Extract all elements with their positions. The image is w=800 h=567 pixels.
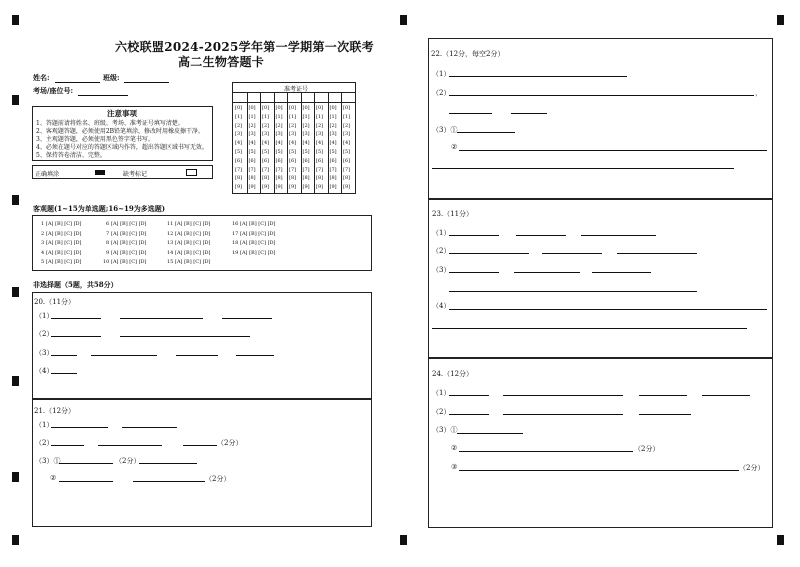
exam-id-digit[interactable]: [9] [248,184,256,191]
exam-id-digit[interactable]: [5] [302,149,310,155]
exam-id-digit[interactable]: [5] [329,149,337,155]
q21-blank[interactable] [183,445,217,446]
timing-mark [777,535,784,545]
exam-id-digit[interactable]: [9] [262,184,270,191]
timing-mark [12,472,19,482]
objective-question-number: 2 [41,230,45,237]
exam-id-digit[interactable]: [6] [289,157,297,164]
exam-id-column-divider [301,92,302,193]
absent-checkbox[interactable] [186,169,197,176]
q21-blank[interactable] [59,481,113,482]
q23-blank[interactable] [514,272,580,273]
objective-question-number: 6 [106,221,110,227]
fill-example-box [32,165,213,179]
q21-points: （2分） [217,439,243,447]
q20-part2: （2） [35,330,54,338]
q20-blank[interactable] [120,336,203,337]
exam-id-digit[interactable]: [6] [235,157,243,164]
exam-id-digit[interactable]: [3] [248,131,256,138]
q21-part3: （3）① [35,457,61,465]
q22-part2: （2） [432,89,451,97]
exam-id-digit[interactable]: [7] [329,166,337,173]
q20-blank[interactable] [51,355,77,356]
q24-sub3: ③ [451,463,458,471]
timing-mark [777,15,784,25]
exam-id-digit[interactable]: [8] [329,175,337,182]
q24-blank[interactable] [459,451,633,452]
exam-id-digit[interactable]: [2] [235,122,243,129]
q21-sub2: ② [50,474,57,482]
exam-id-digit[interactable]: [2] [329,122,337,129]
q23-blank[interactable] [449,235,499,236]
exam-id-digit[interactable]: [1] [248,113,256,120]
q24-blank[interactable] [457,433,523,434]
q21-blank[interactable] [59,463,113,464]
q23-part1: （1） [432,229,451,237]
timing-mark [12,195,19,205]
timing-mark [12,95,19,105]
q20-blank[interactable] [222,318,272,319]
q20-blank[interactable] [51,318,101,319]
name-label: 姓名: [33,73,50,82]
exam-id-digit[interactable]: [7] [343,166,351,173]
exam-id-digit[interactable]: [4] [302,140,310,147]
exam-id-digit[interactable]: [4] [262,140,270,147]
objective-question-number: 8 [106,240,110,246]
objective-options[interactable]: [A] [B] [C] [D] [175,221,211,227]
exam-id-digit[interactable]: [8] [248,175,256,182]
q22-blank[interactable] [449,95,754,96]
exam-id-digit[interactable]: [9] [343,184,351,191]
exam-id-digit[interactable]: [6] [316,157,324,164]
q23-blank[interactable] [449,272,499,273]
q24-blank[interactable] [503,414,623,415]
objective-options[interactable]: [A] [B] [C] [D] [175,259,211,265]
q22-title: 22.（12分，每空2分） [431,50,505,58]
exam-id-digit[interactable]: [7] [316,166,324,173]
q23-title: 23.（11分） [432,210,474,218]
exam-id-digit[interactable]: [7] [275,166,283,173]
objective-options[interactable]: [A] [B] [C] [D] [175,230,211,237]
exam-id-digit[interactable]: [7] [262,166,270,173]
filled-example-mark [95,170,105,175]
exam-id-digit[interactable]: [1] [343,113,351,120]
exam-id-digit[interactable]: [0] [235,105,243,111]
objective-options[interactable]: [A] [B] [C] [D] [46,240,82,246]
q24-box [428,358,773,528]
exam-id-column-divider [287,92,288,193]
notice-item: 2、客观题答题，必须使用2B铅笔填涂，修改时用橡皮擦干净。 [36,128,205,135]
q23-blank[interactable] [516,235,566,236]
q20-blank[interactable] [195,336,250,337]
exam-id-digit[interactable]: [6] [343,157,351,164]
exam-id-digit[interactable]: [6] [262,157,270,164]
q23-blank[interactable] [449,309,767,310]
class-label: 班级: [103,73,120,82]
exam-id-digit[interactable]: [4] [316,140,324,147]
timing-mark [12,376,19,386]
exam-id-digit[interactable]: [7] [248,166,256,173]
q23-blank[interactable] [449,253,529,254]
q21-blank[interactable] [122,427,177,428]
exam-id-digit[interactable]: [8] [343,175,351,182]
q20-part4: （4） [35,367,54,375]
q21-blank[interactable] [98,445,162,446]
exam-id-column-divider [314,92,315,193]
q20-blank[interactable] [51,336,101,337]
exam-id-digit[interactable]: [3] [329,131,337,138]
exam-id-digit[interactable]: [2] [343,122,351,129]
exam-id-digit[interactable]: [0] [329,105,337,111]
exam-id-digit[interactable]: [7] [302,166,310,173]
notice-item: 1、答题前请将姓名、班级、考场、准考证号填写清楚。 [36,120,184,127]
exam-id-digit[interactable]: [4] [235,140,243,147]
exam-id-digit[interactable]: [4] [248,140,256,147]
q22-sub2: ② [451,143,458,151]
page-title: 六校联盟2024-2025学年第一学期第一次联考 [115,40,374,54]
objective-options[interactable]: [A] [B] [C] [D] [46,249,82,256]
exam-id-column-divider [328,92,329,193]
exam-id-digit[interactable]: [1] [275,113,283,120]
exam-id-digit[interactable]: [3] [275,131,283,138]
notice-title: 注意事项 [107,109,137,118]
name-field[interactable] [55,82,100,83]
q23-box [428,199,773,358]
class-field[interactable] [124,82,169,83]
objective-question-number: 18 [232,240,239,246]
q20-box [32,292,372,399]
exam-id-digit[interactable]: [0] [289,105,297,111]
exam-id-digit[interactable]: [5] [289,149,297,155]
exam-id-digit[interactable]: [5] [316,149,324,155]
objective-question-number: 9 [106,249,110,256]
q23-blank[interactable] [592,272,651,273]
q22-part3: （3）① [432,126,458,134]
q24-title: 24.（12分） [432,370,474,378]
q22-blank[interactable] [459,150,767,151]
q22-blank[interactable] [449,76,627,77]
notice-item: 4、必须在题号对应的答题区域内作答，超出答题区域书写无效。 [36,144,208,151]
exam-id-digit[interactable]: [5] [262,149,270,155]
exam-id-digit[interactable]: [4] [329,140,337,147]
q24-blank[interactable] [449,395,489,396]
q22-blank[interactable] [432,168,734,169]
objective-options[interactable]: [A] [B] [C] [D] [240,249,276,256]
exam-id-digit[interactable]: [2] [302,122,310,129]
exam-id-column-divider [260,92,261,193]
page-subtitle: 高二生物答题卡 [178,55,265,69]
q20-blank[interactable] [236,355,274,356]
exam-id-digit[interactable]: [9] [329,184,337,191]
timing-mark [12,15,19,25]
exam-id-digit[interactable]: [8] [275,175,283,182]
objective-question-number: 16 [232,221,239,227]
q22-blank[interactable] [511,113,547,114]
objective-options[interactable]: [A] [B] [C] [D] [46,259,82,265]
exam-id-digit[interactable]: [2] [262,122,270,129]
q24-blank[interactable] [639,414,691,415]
objective-box [32,215,372,271]
notice-item: 5、保持答卷清洁、完整。 [36,152,106,159]
objective-options[interactable]: [A] [B] [C] [D] [240,221,276,227]
exam-id-digit[interactable]: [6] [302,157,310,164]
exam-id-label: 准考证号 [284,86,309,93]
exam-id-digit[interactable]: [5] [343,149,351,155]
q23-blank[interactable] [449,291,697,292]
notice-item: 3、主观题答题，必须使用黑色签字笔书写。 [36,136,154,143]
objective-options[interactable]: [A] [B] [C] [D] [175,249,211,256]
timing-mark [12,287,19,297]
q20-title: 20.（11分） [34,298,76,306]
subjective-heading: 非选择题（5题，共58分） [33,280,118,289]
q24-blank[interactable] [639,395,687,396]
exam-id-entry-rule [233,102,355,103]
q20-blank[interactable] [176,355,218,356]
q21-blank[interactable] [139,463,197,464]
exam-id-digit[interactable]: [1] [302,113,310,120]
objective-question-number: 3 [41,240,45,246]
exam-id-digit[interactable]: [1] [329,113,337,120]
exam-id-digit[interactable]: [1] [289,113,297,120]
exam-id-digit[interactable]: [0] [302,105,310,111]
objective-options[interactable]: [A] [B] [C] [D] [111,230,147,237]
exam-id-digit[interactable]: [8] [289,175,297,182]
exam-id-digit[interactable]: [8] [262,175,270,182]
exam-id-digit[interactable]: [4] [289,140,297,147]
exam-id-digit[interactable]: [2] [316,122,324,129]
exam-id-digit[interactable]: [6] [275,157,283,164]
room-field[interactable] [78,95,128,96]
exam-id-box [232,82,356,194]
objective-question-number: 11 [167,221,174,227]
q24-part2: （2） [432,408,451,416]
exam-id-digit[interactable]: [9] [275,184,283,191]
objective-options[interactable]: [A] [B] [C] [D] [111,240,147,246]
exam-id-digit[interactable]: [2] [275,122,283,129]
exam-id-digit[interactable]: [8] [316,175,324,182]
objective-question-number: 10 [103,259,110,265]
q21-part1: （1） [35,421,54,429]
objective-options[interactable]: [A] [B] [C] [D] [111,259,147,265]
q20-part3: （3） [35,349,54,357]
exam-id-digit[interactable]: [2] [289,122,297,129]
q22-part1: （1） [432,70,451,78]
objective-question-number: 5 [41,259,45,265]
q23-blank[interactable] [581,235,656,236]
q21-points: （2分） [205,475,231,483]
q24-blank[interactable] [449,414,489,415]
objective-options[interactable]: [A] [B] [C] [D] [46,230,82,237]
exam-id-digit[interactable]: [1] [262,113,270,120]
q24-points: （2分） [739,464,765,472]
q23-blank[interactable] [617,253,697,254]
exam-id-digit[interactable]: [0] [248,105,256,111]
objective-options[interactable]: [A] [B] [C] [D] [46,221,82,227]
q21-points: （2分） [115,457,141,465]
exam-id-digit[interactable]: [5] [248,149,256,155]
absent-label: 缺考标记 [123,171,148,178]
exam-id-digit[interactable]: [9] [289,184,297,191]
q22-blank[interactable] [457,132,515,133]
exam-id-digit[interactable]: [3] [316,131,324,138]
exam-id-digit[interactable]: [9] [302,184,310,191]
objective-question-number: 13 [167,240,174,246]
q22-box [428,38,773,199]
q22-comma: ， [755,89,762,97]
q24-blank[interactable] [503,395,623,396]
q24-part1: （1） [432,389,451,397]
exam-id-digit[interactable]: [7] [235,166,243,173]
objective-question-number: 12 [167,230,174,237]
q23-blank[interactable] [432,328,747,329]
q23-part2: （2） [432,247,451,255]
q20-blank[interactable] [120,318,203,319]
exam-id-digit[interactable]: [3] [262,131,270,138]
q24-blank[interactable] [459,470,739,471]
objective-question-number: 17 [232,230,239,237]
timing-mark [400,15,407,25]
q21-part2: （2） [35,439,54,447]
exam-id-header-rule [233,92,355,93]
q23-part4: （4） [432,302,451,310]
q20-part1: （1） [35,312,54,320]
exam-id-digit[interactable]: [8] [302,175,310,182]
exam-id-digit[interactable]: [5] [235,149,243,155]
exam-id-column-divider [341,92,342,193]
timing-mark [12,535,19,545]
q24-sub2: ② [451,444,458,452]
exam-id-digit[interactable]: [4] [343,140,351,147]
q21-blank[interactable] [51,445,84,446]
exam-id-digit[interactable]: [1] [316,113,324,120]
exam-id-digit[interactable]: [3] [343,131,351,138]
objective-options[interactable]: [A] [B] [C] [D] [111,249,147,256]
q20-blank[interactable] [91,355,157,356]
q21-blank[interactable] [51,427,108,428]
exam-id-digit[interactable]: [9] [316,184,324,191]
exam-id-digit[interactable]: [0] [343,105,351,111]
timing-mark [400,535,407,545]
exam-id-digit[interactable]: [0] [275,105,283,111]
objective-question-number: 19 [232,249,239,256]
exam-id-digit[interactable]: [7] [289,166,297,173]
q21-box [32,399,372,527]
exam-id-digit[interactable]: [3] [302,131,310,138]
q24-points: （2分） [634,445,660,453]
q21-title: 21.（12分） [34,407,76,415]
objective-question-number: 15 [167,259,174,265]
exam-id-digit[interactable]: [6] [248,157,256,164]
q23-blank[interactable] [542,253,602,254]
exam-id-column-divider [247,92,248,193]
exam-id-digit[interactable]: [4] [275,140,283,147]
notice-box [32,106,213,161]
q24-part3: （3）① [432,426,458,434]
exam-id-digit[interactable]: [5] [275,149,283,155]
q23-part3: （3） [432,266,451,274]
objective-options[interactable]: [A] [B] [C] [D] [240,240,276,246]
exam-id-digit[interactable]: [3] [235,131,243,138]
exam-id-digit[interactable]: [9] [235,184,243,191]
exam-id-digit[interactable]: [0] [262,105,270,111]
correct-fill-label: 正确填涂 [35,171,60,178]
exam-id-digit[interactable]: [0] [316,105,324,111]
q21-blank[interactable] [133,481,205,482]
exam-id-digit[interactable]: [6] [329,157,337,164]
q22-blank[interactable] [449,113,492,114]
objective-options[interactable]: [A] [B] [C] [D] [240,230,276,237]
objective-question-number: 1 [41,221,45,227]
objective-options[interactable]: [A] [B] [C] [D] [175,240,211,246]
exam-id-digit[interactable]: [8] [235,175,243,182]
objective-question-number: 7 [106,230,110,237]
exam-id-digit[interactable]: [2] [248,122,256,129]
exam-id-digit[interactable]: [3] [289,131,297,138]
exam-id-column-divider [274,92,275,193]
objective-question-number: 14 [167,249,174,256]
objective-question-number: 4 [41,249,45,256]
room-label: 考场/座位号: [33,86,74,95]
q24-blank[interactable] [702,395,750,396]
objective-heading: 客观题(1~15为单选题;16~19为多选题) [33,204,166,213]
objective-options[interactable]: [A] [B] [C] [D] [111,221,147,227]
exam-id-digit[interactable]: [1] [235,113,243,120]
q20-blank[interactable] [51,373,77,374]
